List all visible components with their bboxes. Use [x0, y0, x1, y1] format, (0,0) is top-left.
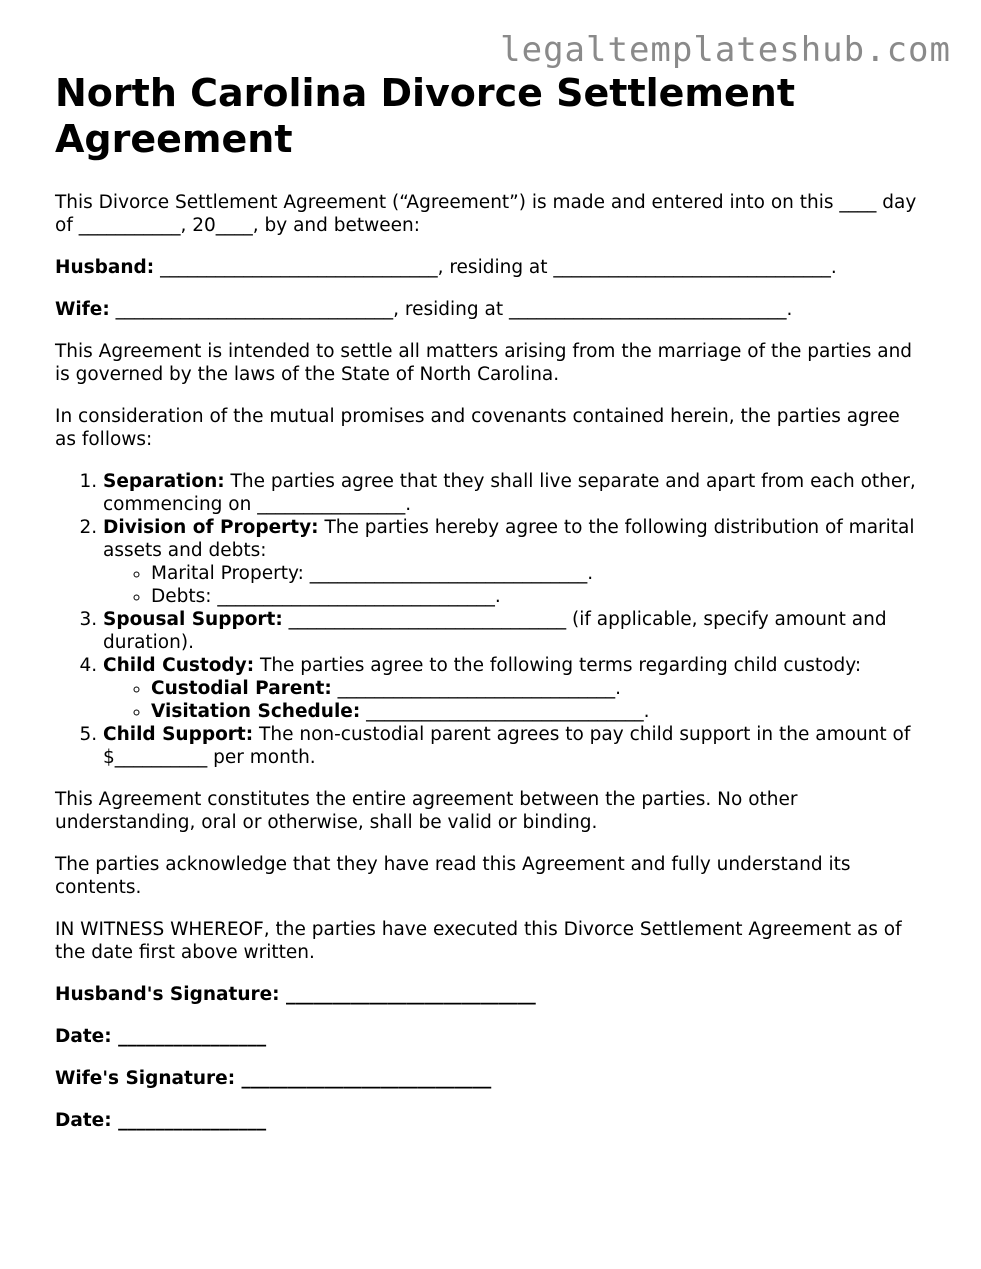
sub-fill: ______________________________. — [331, 678, 622, 699]
wife-label: Wife: — [55, 299, 110, 320]
visitation-schedule-item — [151, 700, 925, 723]
custodial-parent-item — [151, 677, 925, 700]
wife-fill: ______________________________, residing at ______________________________. — [109, 299, 793, 320]
term-text: The parties hereby agree to the following distribution of marital assets and debts: — [103, 517, 915, 561]
husband-date-line: Date: ________________ — [55, 1026, 267, 1047]
document-title: North Carolina Divorce Settlement Agreement — [55, 71, 796, 161]
term-division-of-property — [103, 516, 925, 608]
acknowledge-paragraph: The parties acknowledge that they have read this Agreement and fully understand its contents. — [55, 854, 851, 898]
term-separation — [103, 470, 925, 516]
husband-fill: ______________________________, residing at ______________________________. — [154, 257, 837, 278]
term-label: Child Custody: — [103, 655, 255, 676]
consideration-paragraph: In consideration of the mutual promises and covenants contained herein, the parties agree as follows: — [55, 406, 900, 450]
husband-label: Husband: — [55, 257, 155, 278]
wife-signature-line: Wife's Signature: ___________________________ — [55, 1068, 492, 1089]
marital-property-item: ◦ Marital Property: ______________________________. — [151, 562, 925, 585]
terms-list — [55, 470, 925, 769]
wife-line — [55, 298, 925, 321]
husband-line — [55, 256, 925, 279]
term-label: Child Support: — [103, 724, 254, 745]
sub-label: Visitation Schedule: — [151, 701, 361, 722]
watermark-text: legaltemplateshub.com — [500, 30, 951, 70]
term-text: ______________________________ (if applicable, specify amount and duration). — [103, 609, 887, 653]
intro-paragraph: This Divorce Settlement Agreement (“Agreement”) is made and entered into on this ____ day of ___________, 20____, by and between: — [55, 192, 917, 236]
debts-item: ◦ Debts: ______________________________. — [151, 585, 925, 608]
wife-date-line: Date: ________________ — [55, 1110, 267, 1131]
custody-sublist — [103, 677, 925, 723]
term-text: The parties agree to the following terms regarding child custody: — [254, 655, 862, 676]
entire-agreement-paragraph: This Agreement constitutes the entire agreement between the parties. No other understanding, oral or otherwise, shall be valid or binding. — [55, 789, 798, 833]
intended-paragraph: This Agreement is intended to settle all matters arising from the marriage of the parties and is governed by the laws of the State of North Carolina. — [55, 341, 913, 385]
term-text: The non-custodial parent agrees to pay child support in the amount of $__________ per month. — [103, 724, 911, 768]
husband-signature-line: Husband's Signature: ___________________________ — [55, 984, 536, 1005]
term-child-support — [103, 723, 925, 769]
term-label: Separation: — [103, 471, 225, 492]
document-page — [55, 70, 925, 1132]
term-label: Spousal Support: — [103, 609, 283, 630]
sub-fill: ______________________________. — [360, 701, 650, 722]
sub-label: Custodial Parent: — [151, 678, 332, 699]
term-spousal-support — [103, 608, 925, 654]
witness-paragraph: IN WITNESS WHEREOF, the parties have executed this Divorce Settlement Agreement as of the date first above written. — [55, 919, 902, 963]
term-child-custody — [103, 654, 925, 723]
term-text: The parties agree that they shall live separate and apart from each other, commencing on ________________. — [103, 471, 916, 515]
property-sublist — [103, 562, 925, 608]
term-label: Division of Property: — [103, 517, 319, 538]
